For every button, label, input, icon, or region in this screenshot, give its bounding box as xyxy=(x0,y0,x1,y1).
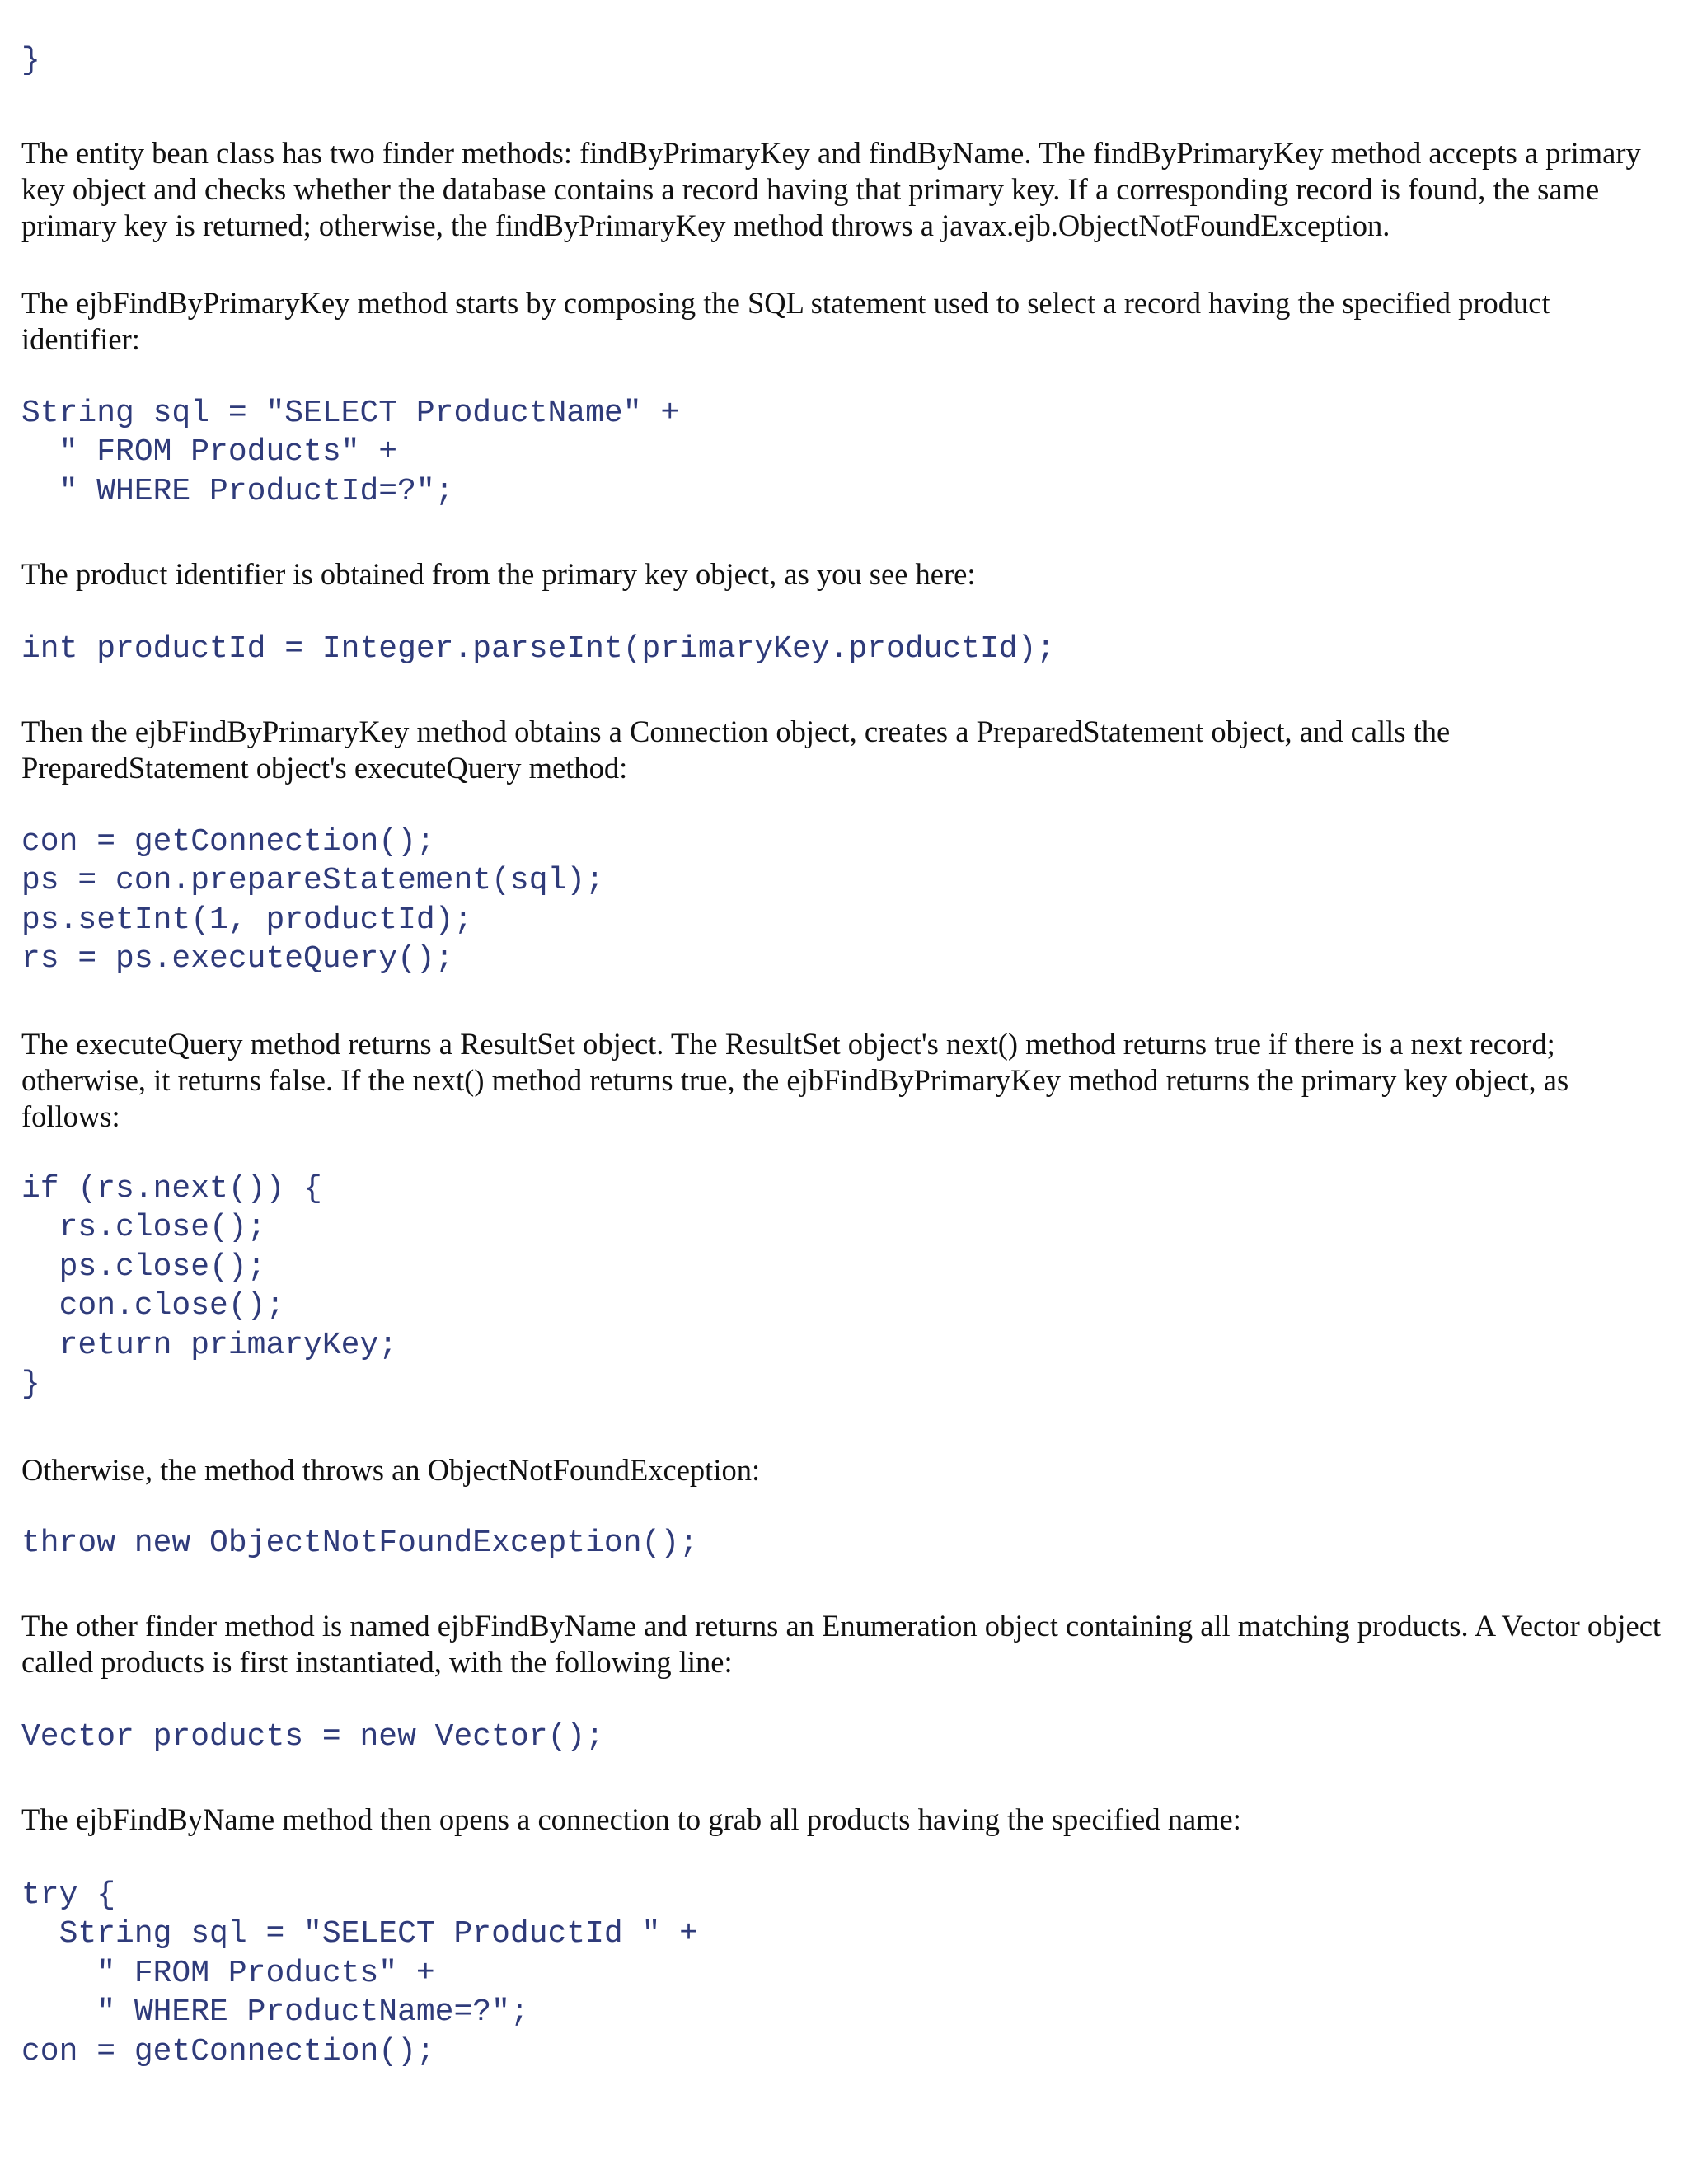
code-line: } xyxy=(21,1366,40,1402)
code-line: String sql = "SELECT ProductId " + xyxy=(21,1916,698,1952)
code-line: " FROM Products" + xyxy=(21,1955,435,1991)
code-line: return primaryKey; xyxy=(21,1327,398,1363)
code-block-vector xyxy=(21,1718,1667,1756)
code-line: " FROM Products" + xyxy=(21,434,398,471)
paragraph-open-connection: The ejbFindByName method then opens a connection to grab all products having the specified name: xyxy=(21,1802,1241,1836)
paragraph-resultset-next: The executeQuery method returns a ResultSet object. The ResultSet object's next() method returns true if there is a next record; otherwise, it returns false. If the next() method returns true, the ejbFindByPrimaryKey method returns the primary key object, as follows: xyxy=(21,1027,1569,1133)
code-line: ps.setInt(1, productId); xyxy=(21,902,473,938)
paragraph-ejbfindbyprimarykey-intro: The ejbFindByPrimaryKey method starts by composing the SQL statement used to select a record having the specified product identifier: xyxy=(21,286,1550,356)
code-block-execute-query xyxy=(21,823,1667,979)
code-line: con.close(); xyxy=(21,1288,285,1324)
code-line: ps = con.prepareStatement(sql); xyxy=(21,863,604,899)
code-block-throw xyxy=(21,1524,1667,1563)
code-block-sql-select-productname xyxy=(21,394,1667,511)
code-line: Vector products = new Vector(); xyxy=(21,1719,604,1755)
code-line: " WHERE ProductId=?"; xyxy=(21,473,454,509)
code-line: rs.close(); xyxy=(21,1210,266,1246)
code-line: String sql = "SELECT ProductName" + xyxy=(21,396,680,431)
code-line: con = getConnection(); xyxy=(21,2033,435,2069)
code-block-if-rs-next xyxy=(21,1169,1667,1404)
code-block-parseint xyxy=(21,630,1667,668)
paragraph-connection-object: Then the ejbFindByPrimaryKey method obtains a Connection object, creates a PreparedStatement object, and calls the PreparedStatement object's executeQuery method: xyxy=(21,715,1451,785)
code-line: throw new ObjectNotFoundException(); xyxy=(21,1526,698,1561)
code-line: rs = ps.executeQuery(); xyxy=(21,941,454,977)
code-line: try { xyxy=(21,1877,116,1913)
code-block-closing-brace xyxy=(21,41,1667,80)
paragraph-finder-methods: The entity bean class has two finder methods: findByPrimaryKey and findByName. The findByPrimaryKey method accepts a primary key object and checks whether the database contains a record having that primary key. If a corresponding record is found, the same primary key is returned; otherwise, the findByPrimaryKey method throws a javax.ejb.ObjectNotFoundException. xyxy=(21,136,1641,242)
code-line: " WHERE ProductName=?"; xyxy=(21,1994,529,2031)
code-line: } xyxy=(21,43,40,78)
code-block-try-select-productid xyxy=(21,1876,1667,2071)
code-line: ps.close(); xyxy=(21,1249,266,1285)
code-line: con = getConnection(); xyxy=(21,824,435,860)
paragraph-otherwise-throws: Otherwise, the method throws an ObjectNotFoundException: xyxy=(21,1453,761,1487)
code-line: int productId = Integer.parseInt(primaryKey.productId); xyxy=(21,631,1056,667)
paragraph-product-identifier: The product identifier is obtained from the primary key object, as you see here: xyxy=(21,557,976,591)
code-line: if (rs.next()) { xyxy=(21,1171,322,1207)
paragraph-ejbfindbyname: The other finder method is named ejbFindByName and returns an Enumeration object containing all matching products. A Vector object called products is first instantiated, with the following line: xyxy=(21,1609,1662,1679)
